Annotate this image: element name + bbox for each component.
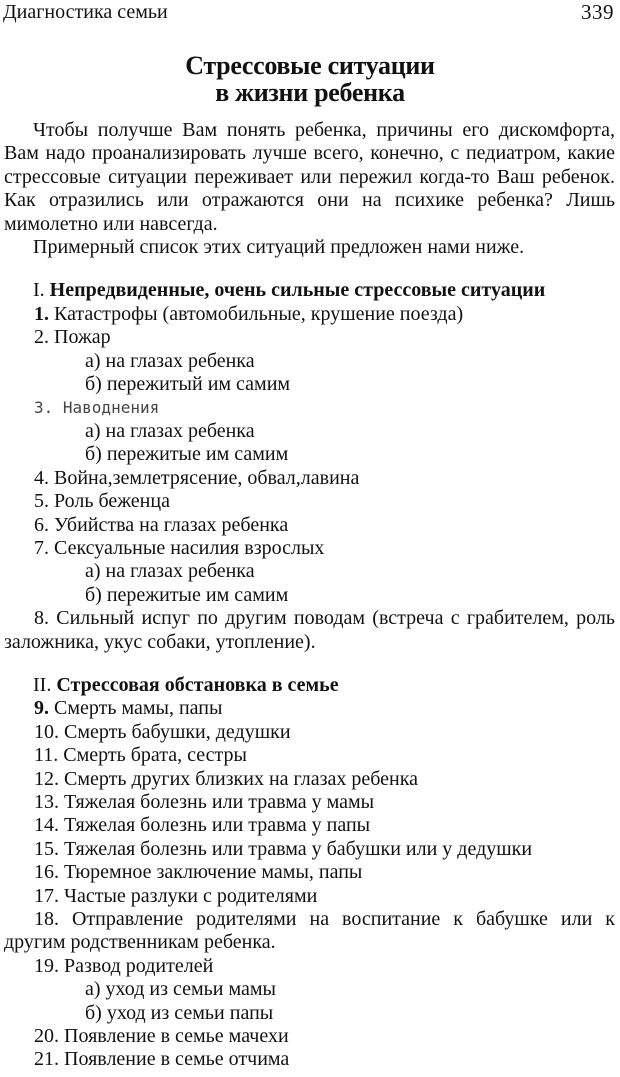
list-item: [4, 697, 615, 720]
item-number: 1.: [34, 302, 49, 325]
chapter-title-line-2: в жизни ребенка: [215, 78, 405, 107]
list-item: 2. Пожар: [34, 326, 111, 349]
list-item: 17. Частые разлуки с родителями: [34, 884, 318, 907]
list-item: 3. Наводнения: [34, 398, 160, 418]
list-subitem: а) уход из семьи мамы: [85, 978, 276, 1001]
list-item: 18. Отправление родителями на воспитание к бабушке или к другим родственникам ребенка.: [4, 908, 615, 954]
list-subitem: а) на глазах ребенка: [85, 349, 255, 372]
running-title: Диагностика семьи: [3, 1, 168, 23]
list-item: 19. Развод родителей: [34, 954, 214, 977]
list-item: 4. Война,землетрясение, обвал,лавина: [34, 466, 360, 489]
list-subitem: а) на глазах ребенка: [85, 560, 255, 583]
item-text: Катастрофы (автомобильные, крушение поезда): [54, 302, 464, 325]
section-number: II.: [33, 673, 52, 696]
list-item: 10. Смерть бабушки, дедушки: [34, 720, 291, 743]
item-text: Смерть мамы, папы: [54, 697, 223, 720]
list-item: 15. Тяжелая болезнь или травма у бабушки или у дедушки: [34, 837, 533, 860]
item-number: 9.: [34, 697, 49, 720]
page-number: 339: [581, 0, 614, 24]
page-header: [3, 0, 614, 26]
list-item: 6. Убийства на глазах ребенка: [34, 513, 289, 536]
list-item: 11. Смерть брата, сестры: [34, 744, 247, 767]
section-heading-1: [4, 279, 615, 302]
list-item: 12. Смерть других близких на глазах ребенка: [34, 767, 419, 790]
section-title: Стрессовая обстановка в семье: [56, 673, 339, 696]
intro-paragraph: Чтобы получше Вам понять ребенка, причины его дискомфорта, Вам надо проанализировать лучше всего, конечно, с педиатром, какие стрессовые ситуации переживает или пережил когда-то Ваш ребенок. Как отразились или отражаются они на психике ребенка? Лишь мимолетно или навсегда.: [4, 119, 615, 235]
list-item: 20. Появление в семье мачехи: [34, 1025, 289, 1048]
list-item: 7. Сексуальные насилия взрослых: [34, 536, 325, 559]
list-subitem: б) уход из семьи папы: [85, 1001, 274, 1024]
list-subitem: б) пережитые им самим: [85, 443, 289, 466]
list-item: 8. Сильный испуг по другим поводам (встреча с грабителем, роль заложника, укус собаки, утопление).: [4, 607, 615, 653]
chapter-title: [0, 52, 620, 106]
body-text: [4, 119, 615, 1072]
list-item: 14. Тяжелая болезнь или травма у папы: [34, 814, 371, 837]
section-title: Непредвиденные, очень сильные стрессовые ситуации: [49, 279, 546, 302]
list-subitem: б) пережитые им самим: [85, 583, 289, 606]
list-item: 5. Роль беженца: [34, 490, 170, 513]
section-heading-2: [4, 674, 615, 697]
list-subitem: а) на глазах ребенка: [85, 419, 255, 442]
chapter-title-line-1: Стрессовые ситуации: [185, 51, 435, 80]
list-subitem: б) пережитый им самим: [85, 373, 291, 396]
list-item: [4, 303, 615, 326]
list-item: 16. Тюремное заключение мамы, папы: [34, 861, 363, 884]
list-item: 21. Появление в семье отчима: [34, 1048, 290, 1071]
list-item: 13. Тяжелая болезнь или травма у мамы: [34, 790, 375, 813]
section-number: I.: [33, 279, 45, 302]
intro-paragraph: Примерный список этих ситуаций предложен нами ниже.: [33, 236, 525, 259]
